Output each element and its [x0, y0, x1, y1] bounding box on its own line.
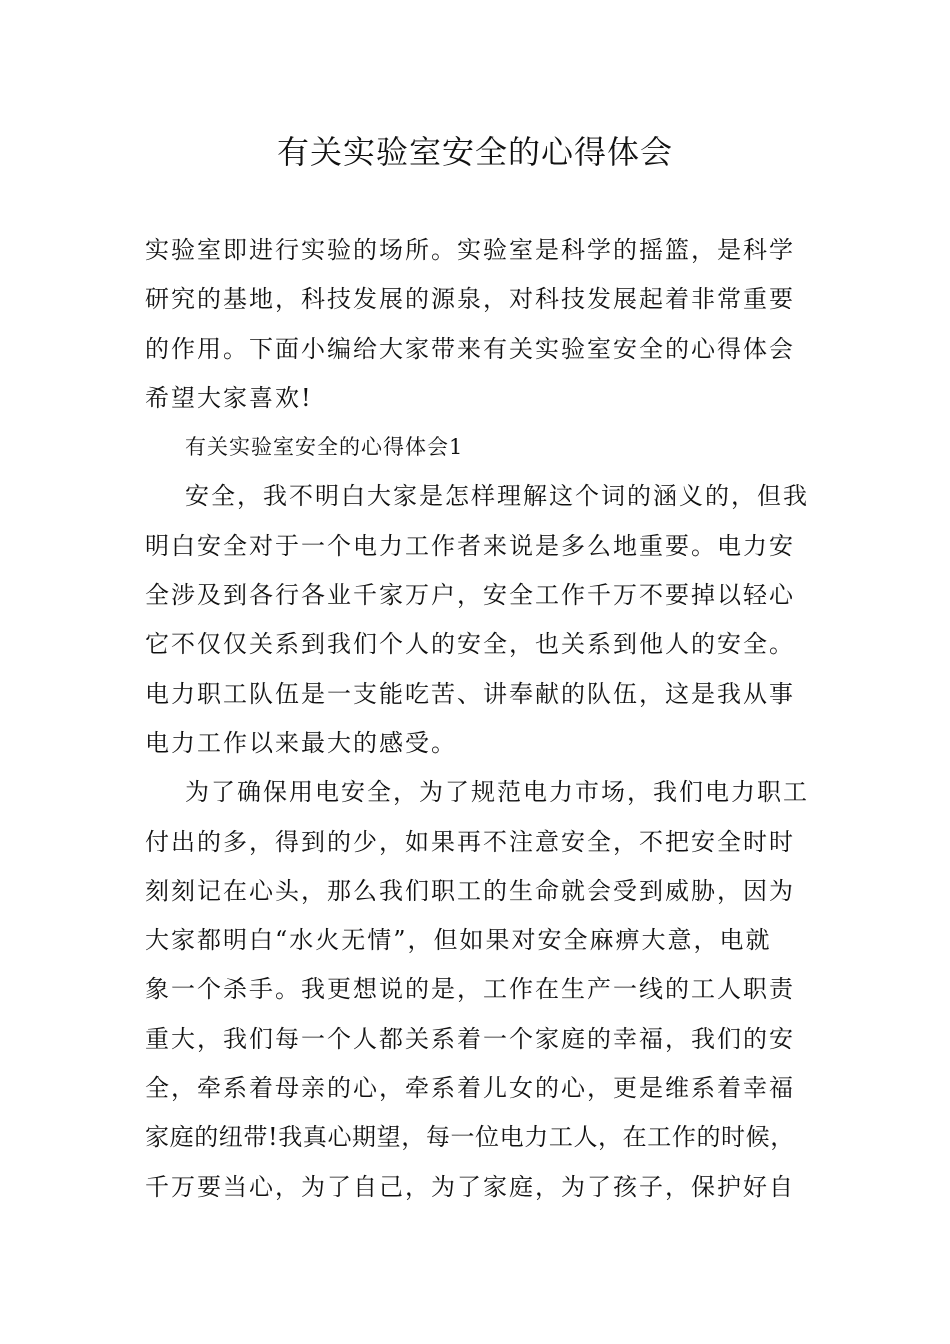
paragraph-2-line-6: 重大，我们每一个人都关系着一个家庭的幸福，我们的安: [145, 1024, 795, 1053]
section-heading: 有关实验室安全的心得体会1: [185, 435, 464, 460]
intro-line-2: 研究的基地，科技发展的源泉，对科技发展起着非常重要: [145, 285, 795, 314]
document-body: [145, 226, 815, 1212]
paragraph-1-line-5: 电力职工队伍是一支能吃苦、讲奉献的队伍，这是我从事: [145, 679, 795, 708]
document-title: 有关实验室安全的心得体会: [276, 133, 673, 171]
paragraph-2-line-8: 家庭的纽带!我真心期望，每一位电力工人，在工作的时候，: [145, 1123, 795, 1152]
intro-line-1: 实验室即进行实验的场所。实验室是科学的摇篮，是科学: [145, 236, 795, 264]
paragraph-1-line-6: 电力工作以来最大的感受。: [145, 728, 457, 757]
intro-line-4: 希望大家喜欢!: [145, 383, 313, 412]
paragraph-2-line-5: 象一个杀手。我更想说的是，工作在生产一线的工人职责: [145, 975, 795, 1004]
paragraph-2-line-3: 刻刻记在心头，那么我们职工的生命就会受到威胁，因为: [145, 876, 795, 905]
paragraph-1-line-4: 它不仅仅关系到我们个人的安全，也关系到他人的安全。: [145, 630, 795, 659]
paragraph-2-line-7: 全，牵系着母亲的心，牵系着儿女的心，更是维系着幸福: [145, 1074, 795, 1103]
paragraph-2-line-4: 大家都明白“水火无情”，但如果对安全麻痹大意，电就: [145, 926, 772, 955]
paragraph-1-line-3: 全涉及到各行各业千家万户，安全工作千万不要掉以轻心: [145, 581, 795, 610]
paragraph-1-line-2: 明白安全对于一个电力工作者来说是多么地重要。电力安: [145, 531, 795, 560]
paragraph-2-line-9: 千万要当心，为了自己，为了家庭，为了孩子，保护好自: [145, 1172, 795, 1201]
intro-line-3: 的作用。下面小编给大家带来有关实验室安全的心得体会: [145, 334, 795, 363]
paragraph-2-line-1: 为了确保用电安全，为了规范电力市场，我们电力职工: [185, 778, 809, 807]
paragraph-1-line-1: 安全，我不明白大家是怎样理解这个词的涵义的，但我: [185, 482, 809, 511]
paragraph-2-line-2: 付出的多，得到的少，如果再不注意安全，不把安全时时: [145, 827, 795, 856]
